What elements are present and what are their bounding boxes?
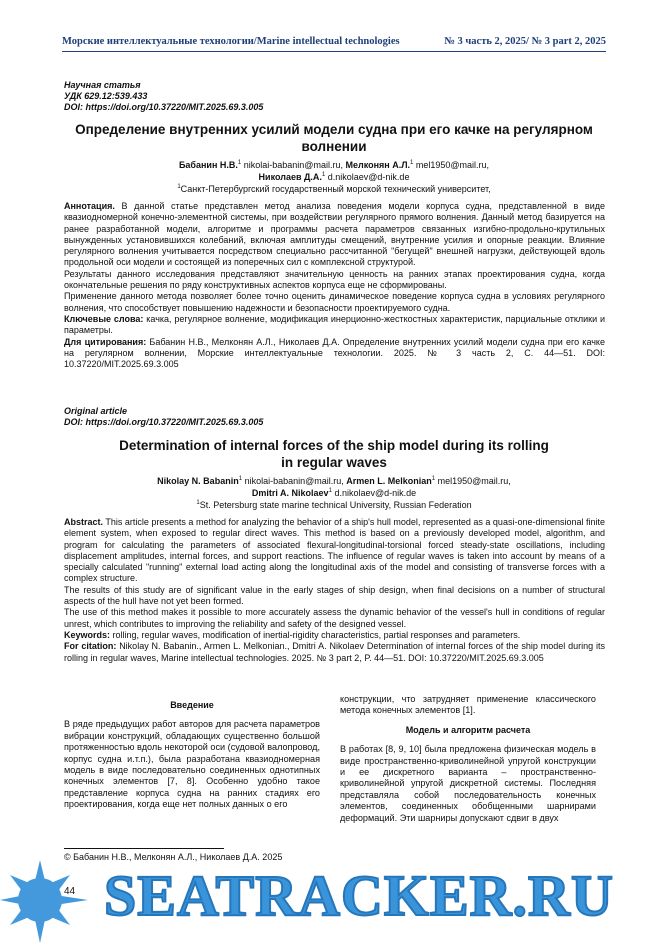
- en-authors: [62, 475, 606, 511]
- ru-doi[interactable]: DOI: https://doi.org/10.37220/MIT.2025.69.3.005: [64, 102, 264, 112]
- en-author3-email[interactable]: d.nikolaev@d-nik.de: [334, 488, 417, 498]
- en-sup: 1: [196, 500, 200, 506]
- en-affiliation: St. Petersburg state marine technical University, Russian Federation: [199, 500, 472, 510]
- ru-keywords: качка, регулярное волнение, модификация инерционно-жесткостных характеристик, парциальные отклики и параметры.: [64, 313, 605, 336]
- ru-title-line1: Определение внутренних усилий модели судна при его качке на регулярном: [75, 122, 593, 137]
- left-column: [64, 700, 320, 811]
- ru-meta: [64, 80, 263, 113]
- ru-abstract-p1: В данной статье представлен метод анализа поведения модели корпуса судна, представленной в виде квазиодномерной конечно-элементной системы, при воздействии регулярного прямого волнения. Данный метод базируется на ранее разработанной модели, алгоритме и программы расчета параметров связанных изгибно-продольно-крутильных вынужденных установившихся колебаний, включая амплитуды смещений, внутренние усилия и опорные реакции. Влияние регулярного волнения учитывается посредством специально рассчитанной "бегущей" внешней нагрузки, действующей вдоль продольной оси модели и состоящей из поперечных сил с комплексной структурой.: [64, 201, 605, 268]
- en-doi[interactable]: DOI: https://doi.org/10.37220/MIT.2025.69.3.005: [64, 417, 264, 427]
- ru-sup: 1: [177, 184, 181, 190]
- right-column: [340, 694, 596, 824]
- en-sup: 1: [328, 488, 332, 494]
- ru-abstract: [64, 201, 605, 370]
- en-author1: Nikolay N. Babanin: [157, 476, 239, 486]
- ru-title-line2: волнении: [301, 139, 367, 154]
- watermark-text: SEATRACKER.RU: [104, 863, 614, 928]
- ru-abstract-label: Аннотация.: [64, 201, 115, 211]
- intro-text: В ряде предыдущих работ авторов для расчета параметров вибрации конструкций, обладающих существенно большой протяженностью вдоль некоторой оси (судовой валопровод, корпус судна и.т.п.), была разработана квазиодномерная модель в виде последовательно соединенных однотипных конечных элементов [7, 8]. Особенно удобно такое представление корпуса судна на ранних стадиях его проектирования, когда еще нет полных данных о его: [64, 719, 320, 810]
- journal-header: [62, 36, 606, 47]
- en-abstract-label: Abstract.: [64, 517, 104, 527]
- ru-sup: 1: [321, 172, 326, 178]
- ru-abstract-p2: Результаты данного исследования представляют значительную ценность на ранних этапах проектирования судна, когда окончательные решения по ряду конструктивных аспектов корпуса еще не сформированы.: [64, 268, 605, 291]
- footnote-rule: [64, 848, 224, 849]
- model-text: В работах [8, 9, 10] была предложена физическая модель в виде пространственно-криволинейной упругой конструкции и ее дискретного варианта – пространственно-криволинейной упругой дискретной системы. Последняя представляла собой последовательность конечных элементов, соединенных обобщенными шарнирами деформаций. Эти шарниры допускают сдвиг в двух: [340, 744, 596, 823]
- ru-sup: 1: [237, 160, 242, 166]
- journal-issue: № 3 часть 2, 2025/ № 3 part 2, 2025: [444, 36, 606, 47]
- en-title-line1: Determination of internal forces of the ship model during its rolling: [119, 438, 549, 453]
- ru-citation-label: Для цитирования:: [64, 336, 147, 347]
- intro-heading: Введение: [170, 700, 214, 710]
- en-citation: Nikolay N. Babanin., Armen L. Melkonian., Dmitri A. Nikolaev Determination of internal forces of the ship model during its rolling in regular waves, Marine intellectual technologies. 2025. № 3 part 2, P. 44—51. DOI: 10.37220/MIT.2025.69.3.005: [64, 641, 605, 663]
- ru-affiliation: Санкт-Петербургский государственный морской технический университет,: [180, 184, 491, 194]
- ru-author2: Мелконян А.Л.: [345, 160, 411, 170]
- model-heading: Модель и алгоритм расчета: [405, 724, 531, 735]
- ru-article-type: Научная статья: [64, 80, 141, 90]
- ru-author3-email[interactable]: d.nikolaev@d-nik.de: [327, 172, 410, 182]
- en-abstract-p2: The results of this study are of significant value in the early stages of ship design, when final decisions on a number of structural aspects of the hull have not yet been formed.: [64, 584, 605, 607]
- ru-sup: 1: [410, 160, 414, 166]
- ru-udc: УДК 629.12:539.433: [64, 91, 148, 101]
- en-abstract: [64, 517, 605, 664]
- ru-author1: Бабанин Н.В.: [178, 160, 238, 170]
- en-sup: 1: [431, 476, 436, 482]
- ru-abstract-p3: Применение данного метода позволяет более точно оценить динамическое поведение корпуса судна в условиях регулярного волнения, что способствует повышению надежности и безопасности проектируемого судна.: [64, 291, 605, 313]
- en-citation-label: For citation:: [64, 641, 117, 652]
- ru-title: [62, 121, 606, 155]
- en-title-line2: in regular waves: [281, 455, 387, 470]
- ru-author1-email[interactable]: nikolai-babanin@mail.ru,: [243, 160, 343, 170]
- ru-authors: [62, 159, 606, 195]
- en-sup: 1: [238, 476, 243, 482]
- en-author1-email[interactable]: nikolai-babanin@mail.ru,: [244, 476, 344, 486]
- journal-name: Морские интеллектуальные технологии/Marine intellectual technologies: [62, 36, 400, 47]
- en-author3: Dmitri A. Nikolaev: [251, 488, 329, 498]
- page-number: 44: [64, 886, 76, 897]
- right-continuation: конструкции, что затрудняет применение классического метода конечных элементов [1].: [340, 694, 596, 716]
- ru-keywords-label: Ключевые слова:: [64, 313, 144, 324]
- en-author2: Armen L. Melkonian: [346, 476, 432, 486]
- en-abstract-p1: This article presents a method for analyzing the behavior of a ship's hull model, represented as a quasi-one-dimensional finite element system, when exposed to regular direct waves. This method is based on a previously developed model, algorithm, and program for calculating the parameters of associated flexural-longitudinal-torsional forced steady-state oscillations, including displacement amplitudes, internal forces, and support reactions. The influence of regular waves is taken into account by means of a specially calculated "running" external load acting along the longitudinal axis of the model and consisting of transverse forces with a complex structure.: [64, 517, 606, 584]
- en-keywords: rolling, regular waves, modification of inertial-rigidity characteristics, partial responses and parameters.: [112, 629, 521, 640]
- copyright: © Бабанин Н.В., Мелконян А.Л., Николаев Д.А. 2025: [64, 852, 283, 862]
- ru-author2-email[interactable]: mel1950@mail.ru,: [415, 160, 490, 170]
- en-meta: [64, 406, 263, 428]
- en-abstract-p3: The use of this method makes it possible to more accurately assess the dynamic behavior of the vessel's hull in conditions of regular unrest, which contributes to improving the reliability and safety of the designed vessel.: [64, 607, 605, 629]
- ru-author3: Николаев Д.А.: [258, 172, 322, 182]
- en-title: [62, 437, 606, 471]
- header-rule: [62, 51, 606, 52]
- en-author2-email[interactable]: mel1950@mail.ru,: [437, 476, 511, 486]
- ru-citation: Бабанин Н.В., Мелконян А.Л., Николаев Д.А. Определение внутренних усилий модели судна при его качке на регулярном волнении, Морские интеллектуальные технологии. 2025. № 3 часть 2, С. 44—51. DOI: 10.37220/MIT.2025.69.3.005: [64, 336, 605, 370]
- en-keywords-label: Keywords:: [64, 629, 111, 640]
- en-article-type: Original article: [64, 406, 128, 416]
